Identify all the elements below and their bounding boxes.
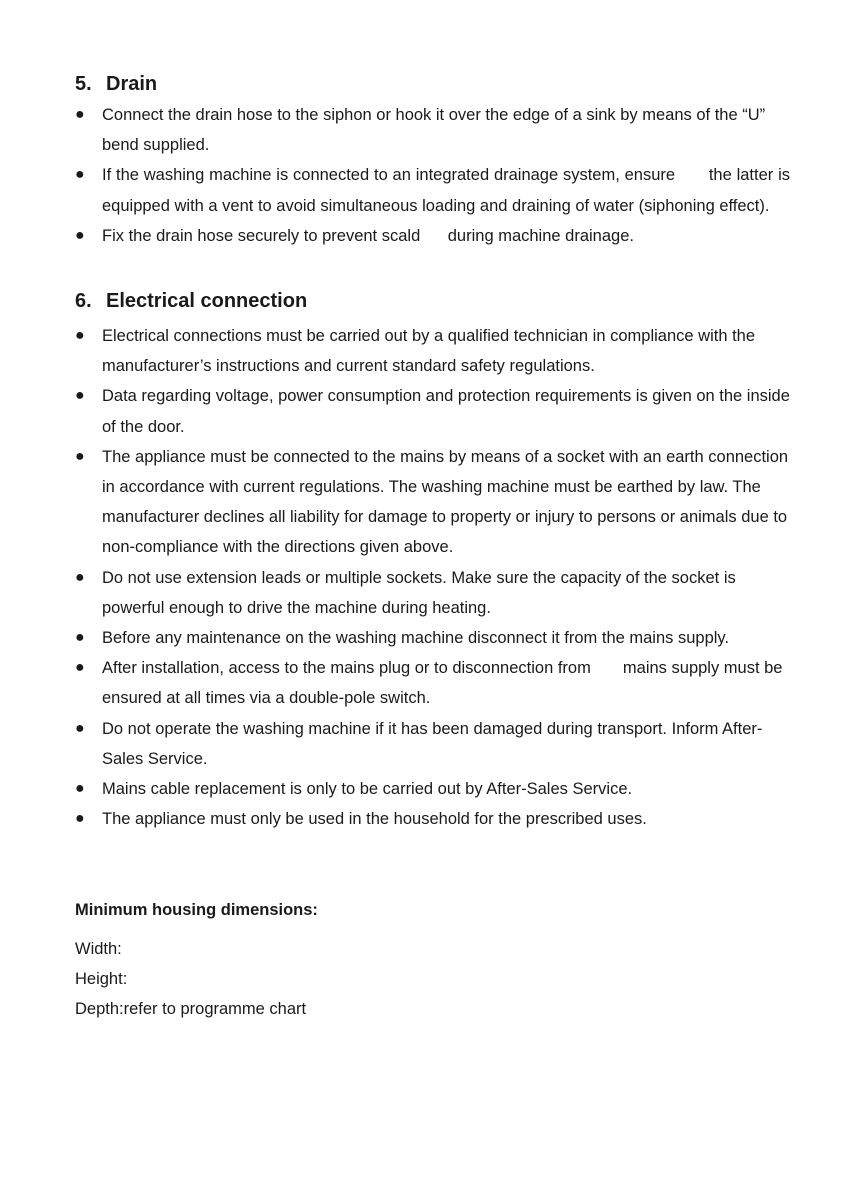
bullet-icon: ●: [75, 719, 85, 737]
electrical-item-1: Electrical connections must be carried out by a qualified technician in compliance with the manufacturer’s instructions and current standard safety regulations.: [102, 327, 756, 376]
section-5-title: Drain: [106, 73, 158, 95]
dimensions-title: Minimum housing dimensions:: [75, 901, 318, 919]
list-item: [75, 321, 790, 381]
drain-item-2: If the washing machine is connected to an integrated drainage system, ensure the latter is equipped with a vent to avoid simultaneous loading and draining of water (siphoning effect).: [102, 166, 790, 215]
width-label: Width:: [75, 940, 122, 958]
list-item: [75, 774, 790, 804]
electrical-item-9: The appliance must only be used in the household for the prescribed uses.: [102, 810, 647, 829]
list-item: [75, 653, 790, 713]
height-label: Height:: [75, 970, 128, 988]
list-item: [75, 221, 790, 251]
electrical-item-3: The appliance must be connected to the mains by means of a socket with an earth connection in accordance with current regulations. The washing machine must be earthed by law. The manufacturer declines all liability for damage to property or injury to persons or animals due to non-compliance with the directions given above.: [102, 447, 789, 557]
drain-item-1: Connect the drain hose to the siphon or hook it over the edge of a sink by means of the “U” bend supplied.: [102, 106, 766, 155]
bullet-icon: ●: [75, 327, 85, 344]
list-item: [75, 563, 790, 623]
depth-line: [75, 1000, 306, 1019]
list-item: [75, 714, 790, 774]
section-6-heading: [75, 290, 307, 313]
drain-item-3: Fix the drain hose securely to prevent scald during machine drainage.: [102, 226, 634, 245]
bullet-icon: ●: [75, 810, 85, 828]
electrical-item-5: Before any maintenance on the washing machine disconnect it from the mains supply.: [102, 629, 730, 648]
electrical-item-2: Data regarding voltage, power consumption and protection requirements is given on the inside of the door.: [102, 387, 790, 436]
bullet-icon: ●: [75, 780, 85, 798]
bullet-icon: ●: [75, 447, 85, 465]
electrical-item-4: Do not use extension leads or multiple sockets. Make sure the capacity of the socket is powerful enough to drive the machine during heating.: [102, 568, 736, 617]
electrical-item-7: Do not operate the washing machine if it has been damaged during transport. Inform After-Sales Service.: [102, 719, 763, 768]
section-6-number: 6.: [75, 290, 92, 312]
bullet-icon: ●: [75, 387, 85, 405]
electrical-list: [75, 321, 790, 834]
list-item: [75, 442, 790, 563]
list-item: [75, 623, 790, 653]
bullet-icon: ●: [75, 226, 85, 244]
depth-label: Depth:: [75, 1000, 124, 1018]
drain-list: [75, 100, 790, 251]
bullet-icon: ●: [75, 568, 85, 586]
list-item: [75, 100, 790, 160]
bullet-icon: ●: [75, 629, 85, 647]
bullet-icon: ●: [75, 166, 85, 184]
bullet-icon: ●: [75, 106, 85, 123]
section-5-number: 5.: [75, 73, 92, 95]
bullet-icon: ●: [75, 659, 85, 677]
list-item: [75, 381, 790, 441]
section-6-title: Electrical connection: [106, 290, 308, 312]
section-5-heading: [75, 73, 157, 96]
electrical-item-8: Mains cable replacement is only to be carried out by After-Sales Service.: [102, 780, 633, 799]
list-item: [75, 804, 790, 834]
electrical-item-6: After installation, access to the mains plug or to disconnection from mains supply must be ensured at all times via a double-pole switch.: [102, 659, 783, 708]
depth-value: refer to programme chart: [123, 1000, 307, 1018]
list-item: [75, 160, 790, 220]
